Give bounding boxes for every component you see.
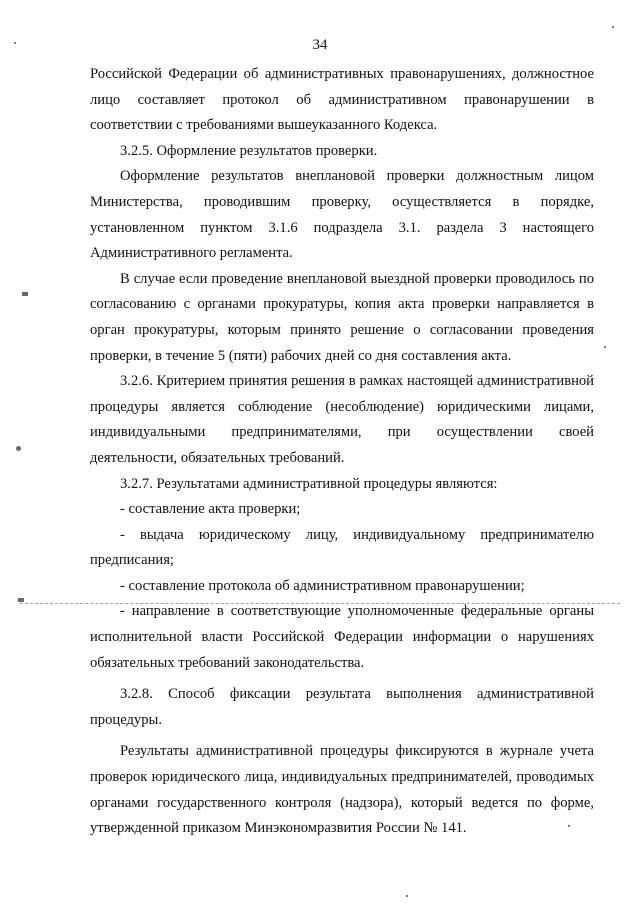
- scan-dot-3: [604, 346, 606, 348]
- scan-dashed-line: [20, 603, 620, 604]
- paragraph-decision-criterion: 3.2.6. Критерием принятия решения в рамках настоящей административной процедуры является соблюдение (несоблюдение) юридическими лицами, индивидуальными предпринимателями, при осуществлении своей деятельности, обязательных требований.: [90, 373, 594, 466]
- list-item-protocol: - составление протокола об административном правонарушении;: [120, 577, 525, 594]
- paragraph-heading-3-2-5: 3.2.5. Оформление результатов проверки.: [120, 142, 378, 159]
- list-item-act: - составление акта проверки;: [120, 501, 301, 518]
- paragraph-journal-record: Результаты административной процедуры фиксируются в журнале учета проверок юридического лица, индивидуальных предпринимателей, проводимых органами государственного контроля (надзора), который ведется по форме, утвержденной приказом Минэкономразвития России № 141.: [90, 743, 594, 837]
- scan-dot-1: [14, 42, 16, 44]
- paragraph-results-list-intro: 3.2.7. Результатами административной процедуры являются:: [120, 475, 498, 492]
- list-item-notification: - направление в соответствующие уполномоченные федеральные органы исполнительной власти Российской Федерации информации о нарушениях обязательных требований законодательства.: [90, 603, 594, 671]
- scan-dot-5: [406, 895, 408, 897]
- page-number: 34: [312, 37, 328, 53]
- paragraph-prosecutor-agreement: В случае если проведение внеплановой выездной проверки проводилось по согласованию с органами прокуратуры, копия акта проверки направляется в орган прокуратуры, которым принято решение о согласовании проведения проверки, в течение 5 (пяти) рабочих дней со дня составления акта.: [90, 270, 594, 364]
- paragraph-continuation: Российской Федерации об административных правонарушениях, должностное лицо составляет протокол об административном правонарушении в соответствии с требованиями вышеуказанного Кодекса.: [90, 66, 594, 134]
- list-item-order: - выдача юридическому лицу, индивидуальному предпринимателю предписания;: [90, 526, 594, 569]
- scan-dot-2: [612, 26, 614, 28]
- paragraph-results-formalization: Оформление результатов внеплановой проверки должностным лицом Министерства, проводившим проверку, осуществляется в порядке, установленном пунктом 3.1.6 подраздела 3.1. раздела 3 настоящего Административного регламента.: [90, 168, 594, 262]
- document-body: [90, 62, 594, 842]
- scan-dot-4: [568, 825, 570, 827]
- scan-mark-left-3: [18, 598, 24, 602]
- paragraph-heading-3-2-8: 3.2.8. Способ фиксации результата выполнения административной процедуры.: [90, 686, 594, 728]
- scan-mark-left-1: [22, 292, 28, 296]
- scan-mark-left-2: [16, 446, 21, 451]
